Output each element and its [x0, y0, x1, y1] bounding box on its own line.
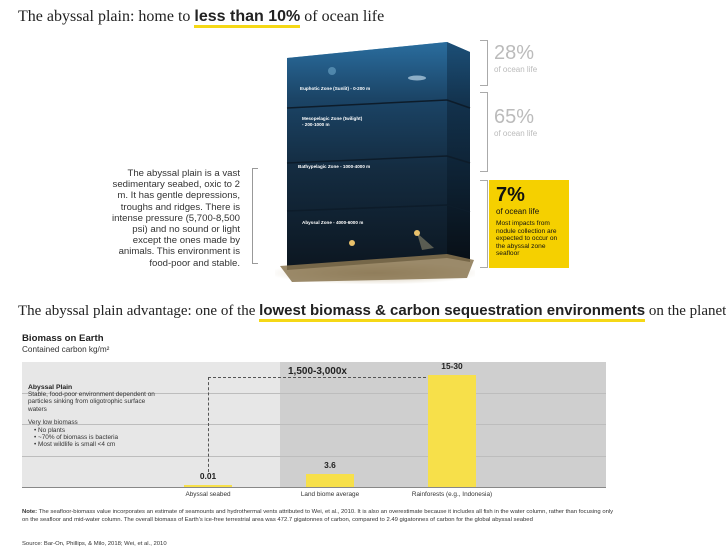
highlight-percent-sub: of ocean life [496, 207, 540, 216]
highlight-percent: 7% [496, 184, 525, 206]
title1-text: The abyssal plain: home to [18, 8, 195, 25]
abyssal-description: The abyssal plain is a vast sedimentary seabed, oxic to 2 m. It has gentle depressions, troughs and ridges. There is intense pressure (5,700-8,500 psi) and no sound or light except the ones made by animals. This environment is food-poor and stable. [112, 168, 240, 269]
info-bullet: • Most wildlife is small <4 cm [34, 441, 116, 449]
category-label: Land biome average [300, 491, 360, 498]
highlight-body: Most impacts from nodule collection are expected to occur on the abyssal zone seafloor [496, 220, 558, 258]
section-title-biomass [18, 302, 726, 320]
title2-highlight: lowest biomass & carbon sequestration environments [259, 302, 645, 322]
zone-label-mesopelagic-depth: - 200-1000 m [302, 122, 330, 127]
bracket-euphotic [480, 40, 488, 86]
fish-school-icon [328, 67, 336, 75]
info-text: Stable, food-poor environment dependent on particles sinking from oligotrophic surface waters [28, 391, 155, 413]
chart-title: Biomass on Earth [22, 333, 104, 344]
ocean-cube-graphic [262, 38, 477, 283]
abyssal-highlight-box [489, 180, 569, 268]
note-label: Note: [22, 509, 38, 515]
zone-label-abyssal: Abyssal Zone - 4000-6000 m [302, 220, 364, 225]
percent-mid-zones: 65% [494, 106, 535, 128]
whale-icon [408, 76, 426, 81]
section-title-abyssal-plain [18, 8, 384, 26]
info-heading: Abyssal Plain [28, 384, 73, 391]
multiplier-label: 1,500-3,000x [288, 366, 347, 377]
zone-label-euphotic: Euphotic Zone (Sunlit) - 0-200 m [300, 86, 371, 91]
cube-side-face [447, 42, 470, 262]
note-text: The seafloor-biomass value incorporates an estimate of seamounts and hydrothermal vents attributed to Wei, et al., 2010. It is also an overestimate because it includes all fish in the water column, rather than focusing only on the seafloor and mid-water column. The overall biomass of Earth's ice-free terrestrial area was 472.7 gigatonnes of carbon, compared to 2.49 gigatonnes of carbon for the global abyssal seabed [22, 509, 614, 523]
category-label: Rainforests (e.g., Indonesia) [411, 491, 493, 498]
rov-light-icon [349, 240, 355, 246]
percent-euphotic: 28% [494, 42, 535, 64]
info-bullet: • ~70% of biomass is bacteria [34, 434, 119, 442]
title1-text-end: of ocean life [300, 8, 385, 25]
ocean-zone-cube [262, 38, 477, 283]
bracket-mid-zones [480, 92, 488, 172]
category-label: Abyssal seabed [185, 491, 231, 498]
description-bracket [252, 168, 258, 264]
percent-mid-zones-sub: of ocean life [494, 129, 538, 138]
title2-text: The abyssal plain advantage: one of the [18, 303, 260, 319]
info-bullet: • No plants [34, 426, 66, 434]
title2-text-end: on the planet [645, 303, 726, 319]
bar-value-label: 0.01 [199, 471, 217, 481]
chart-source: Source: Bar-On, Phillips, & Milo, 2018; Wei, et al., 2010 [22, 541, 167, 547]
bar-value-label: 3.6 [324, 459, 336, 470]
info-text-secondary: Very low biomass [28, 419, 78, 427]
gridline [22, 456, 606, 457]
comparison-line-horizontal [208, 377, 451, 378]
chart-baseline [22, 487, 606, 488]
abyssal-plain-info [28, 384, 158, 449]
percent-euphotic-sub: of ocean life [494, 65, 538, 74]
title1-highlight: less than 10% [194, 8, 300, 28]
bar [184, 485, 232, 487]
zone-label-mesopelagic: Mesopelagic Zone (twilight) [302, 116, 363, 121]
bracket-abyssal [480, 180, 488, 268]
bar [306, 474, 354, 487]
chart-subtitle: Contained carbon kg/m² [22, 345, 110, 354]
bar [428, 375, 476, 487]
zone-label-bathypelagic: Bathypelagic Zone - 1000-4000 m [298, 164, 371, 169]
chart-note [22, 509, 620, 525]
comparison-line-vertical [208, 377, 209, 472]
bar-value-label: 15-30 [441, 361, 463, 371]
